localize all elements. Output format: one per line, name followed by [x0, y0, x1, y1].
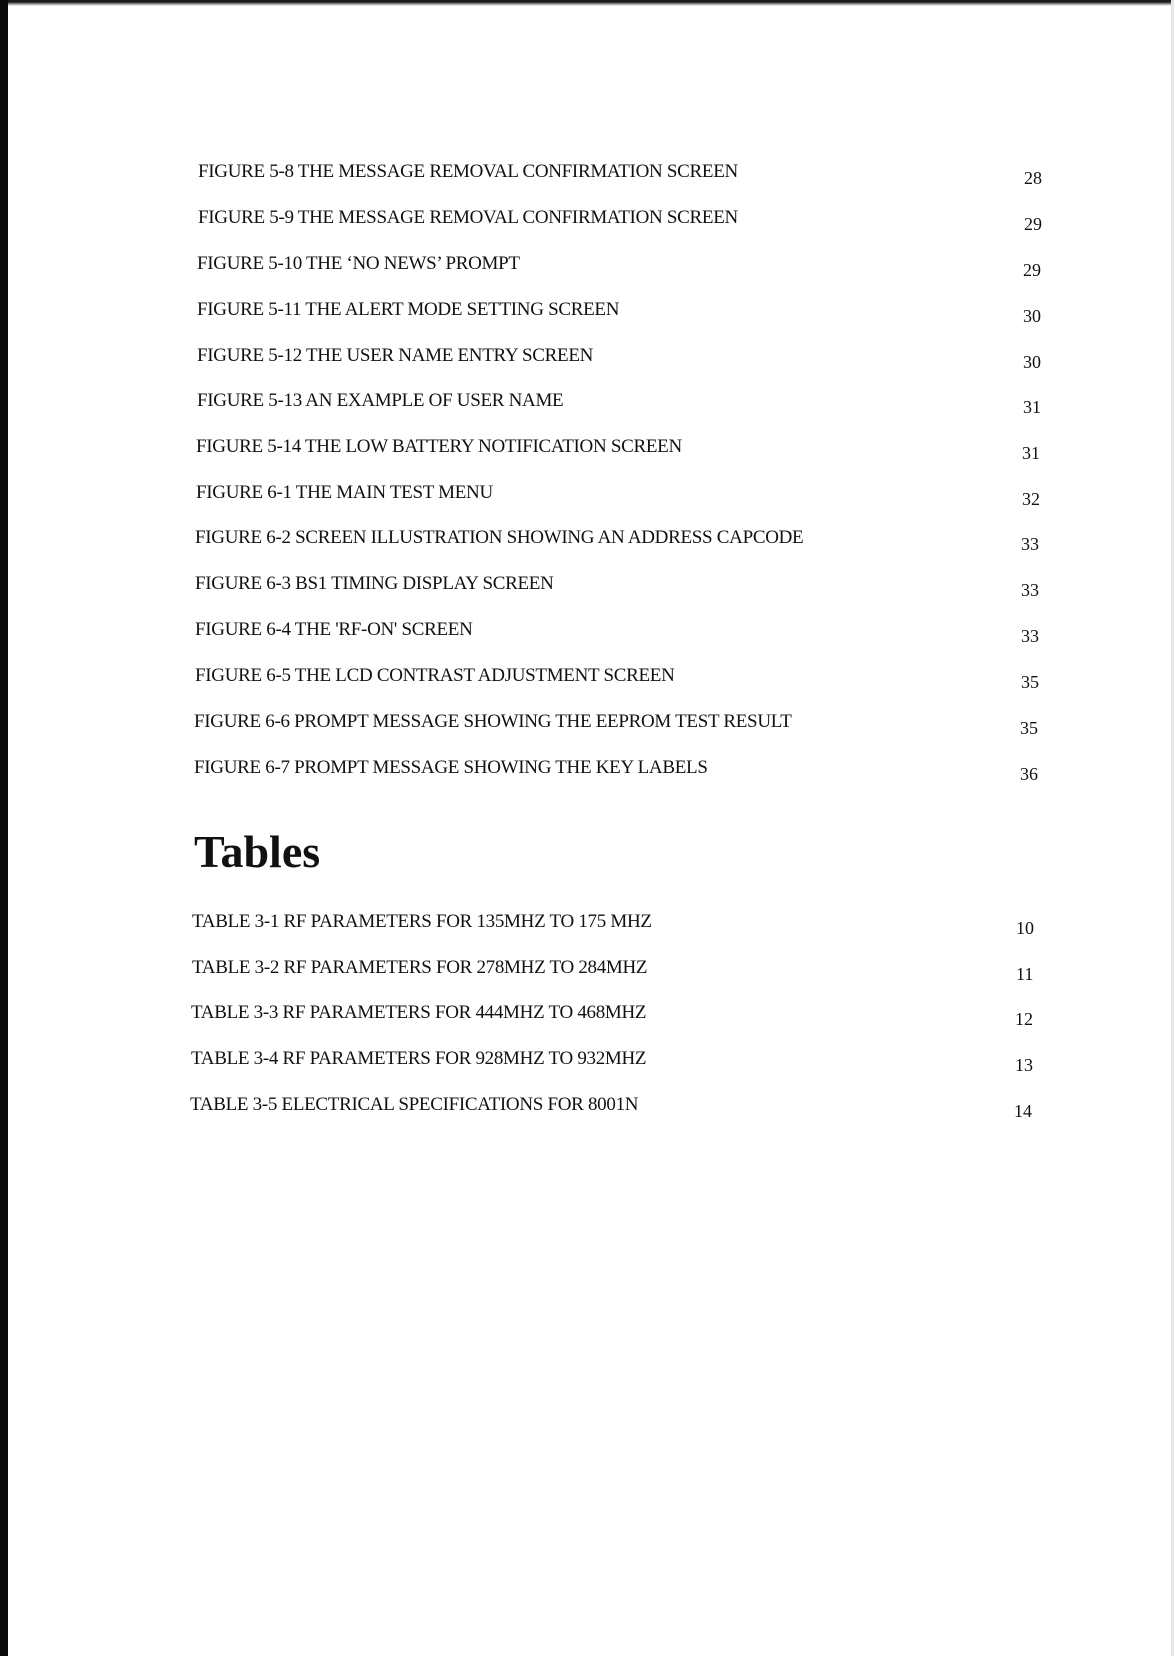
entry-label: FIGURE 5-13 AN EXAMPLE OF USER NAME	[197, 390, 564, 411]
entry-page-number: 33	[1021, 626, 1039, 646]
entry-label: FIGURE 5-11 THE ALERT MODE SETTING SCREEN	[197, 299, 620, 320]
entry-label: FIGURE 5-12 THE USER NAME ENTRY SCREEN	[197, 345, 594, 366]
entry-page-number: 29	[1024, 214, 1042, 234]
entry-label: FIGURE 6-7 PROMPT MESSAGE SHOWING THE KEY LABELS	[194, 757, 708, 778]
tables-section-heading: Tables	[194, 826, 321, 877]
entry-label: FIGURE 6-3 BS1 TIMING DISPLAY SCREEN	[195, 573, 554, 594]
entry-page-number: 29	[1023, 260, 1041, 280]
entry-page-number: 13	[1015, 1055, 1033, 1075]
entry-page-number: 31	[1023, 397, 1041, 417]
entry-page-number: 33	[1021, 580, 1039, 600]
entry-page-number: 31	[1022, 443, 1040, 463]
entry-page-number: 35	[1020, 718, 1038, 738]
entry-page-number: 35	[1021, 672, 1039, 692]
entry-page-number: 30	[1023, 306, 1041, 326]
entry-page-number: 33	[1021, 534, 1039, 554]
entry-label: TABLE 3-2 RF PARAMETERS FOR 278MHZ TO 284MHZ	[192, 957, 648, 978]
scan-edge-left	[0, 0, 8, 1656]
entry-label: FIGURE 5-10 THE ‘NO NEWS’ PROMPT	[197, 253, 520, 274]
entry-label: FIGURE 6-6 PROMPT MESSAGE SHOWING THE EEPROM TEST RESULT	[194, 711, 792, 732]
entry-label: FIGURE 6-1 THE MAIN TEST MENU	[196, 482, 493, 503]
entry-label: FIGURE 5-8 THE MESSAGE REMOVAL CONFIRMATION SCREEN	[198, 161, 738, 182]
entry-page-number: 12	[1015, 1009, 1033, 1029]
entry-label: FIGURE 5-9 THE MESSAGE REMOVAL CONFIRMATION SCREEN	[198, 207, 738, 228]
scan-edge-top	[0, 0, 1174, 6]
entry-label: FIGURE 5-14 THE LOW BATTERY NOTIFICATION SCREEN	[196, 436, 682, 457]
entry-label: FIGURE 6-5 THE LCD CONTRAST ADJUSTMENT SCREEN	[195, 665, 675, 686]
entry-page-number: 32	[1022, 489, 1040, 509]
entry-page-number: 10	[1016, 918, 1034, 938]
entry-label: TABLE 3-1 RF PARAMETERS FOR 135MHZ TO 175 MHZ	[192, 911, 652, 932]
entry-page-number: 14	[1014, 1101, 1032, 1121]
entry-label: TABLE 3-4 RF PARAMETERS FOR 928MHZ TO 932MHZ	[191, 1048, 647, 1069]
entry-page-number: 28	[1024, 168, 1042, 188]
entry-page-number: 11	[1016, 964, 1034, 984]
entry-label: FIGURE 6-4 THE 'RF-ON' SCREEN	[195, 619, 473, 640]
entry-label: FIGURE 6-2 SCREEN ILLUSTRATION SHOWING AN ADDRESS CAPCODE	[195, 527, 804, 548]
entry-page-number: 30	[1023, 352, 1041, 372]
entry-label: TABLE 3-5 ELECTRICAL SPECIFICATIONS FOR 8001N	[190, 1094, 639, 1115]
entry-label: TABLE 3-3 RF PARAMETERS FOR 444MHZ TO 468MHZ	[191, 1002, 647, 1023]
entry-page-number: 36	[1020, 764, 1038, 784]
